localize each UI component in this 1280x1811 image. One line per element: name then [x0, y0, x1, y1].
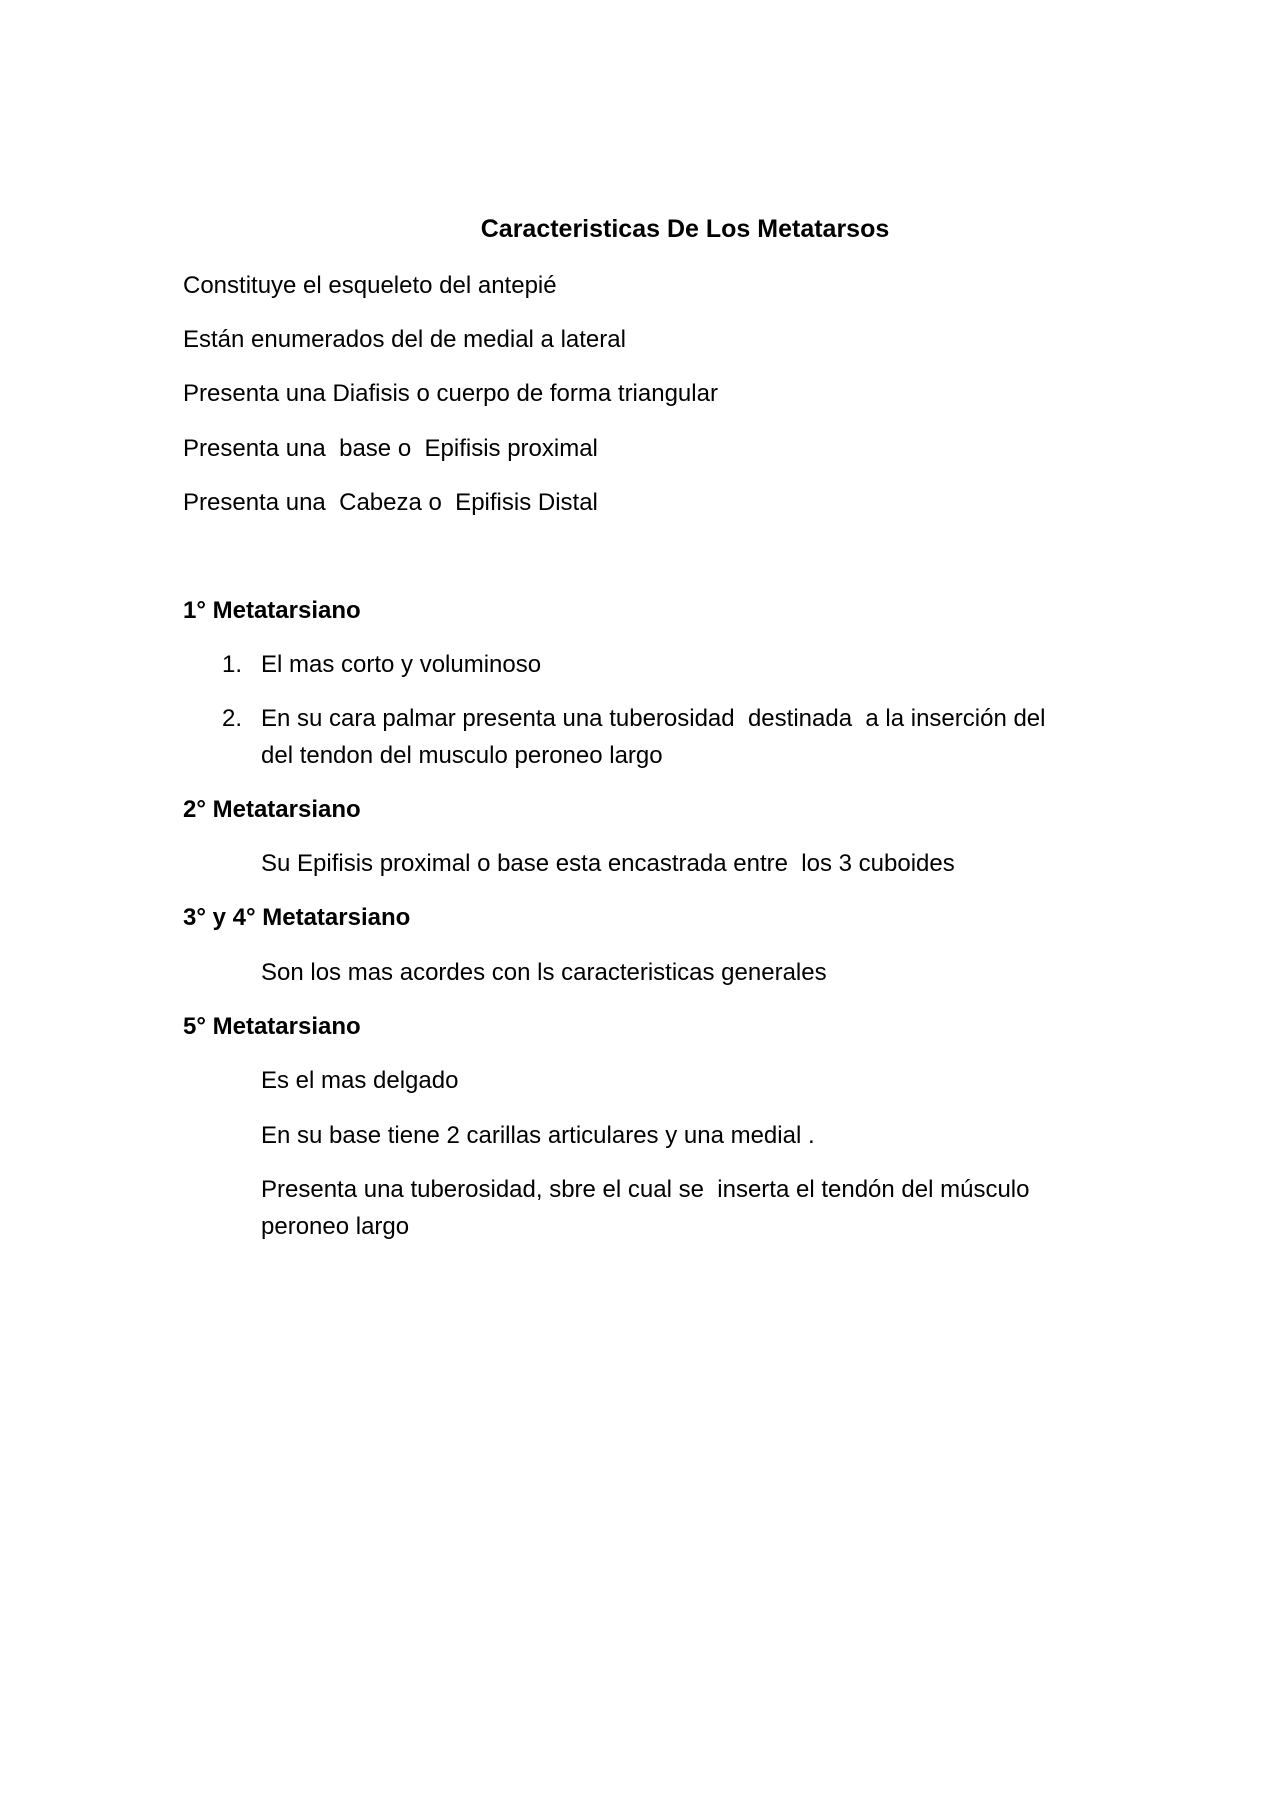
intro-line: Presenta una base o Epifisis proximal: [183, 435, 598, 462]
section-text: Es el mas delgado: [261, 1067, 459, 1094]
intro-line: Constituye el esqueleto del antepié: [183, 272, 557, 299]
section-text: Presenta una tuberosidad, sbre el cual se inserta el tendón del músculo: [261, 1176, 1030, 1203]
section-text: En su base tiene 2 carillas articulares y una medial .: [261, 1122, 815, 1149]
section-text: Son los mas acordes con ls caracteristicas generales: [261, 959, 827, 986]
section-text: Su Epifisis proximal o base esta encastrada entre los 3 cuboides: [261, 850, 955, 877]
list-item: El mas corto y voluminoso: [261, 651, 542, 678]
list-item-continuation: del tendon del musculo peroneo largo: [261, 742, 663, 769]
section-heading-2: 2° Metatarsiano: [183, 796, 361, 823]
list-number: 2.: [222, 705, 243, 732]
page-title: Caracteristicas De Los Metatarsos: [480, 215, 890, 243]
list-number: 1.: [222, 651, 243, 678]
section-heading-5: 5° Metatarsiano: [183, 1013, 361, 1040]
list-item: En su cara palmar presenta una tuberosidad destinada a la inserción del: [261, 705, 1046, 732]
intro-line: Presenta una Cabeza o Epifisis Distal: [183, 489, 598, 516]
intro-line: Están enumerados del de medial a lateral: [183, 326, 626, 353]
intro-line: Presenta una Diafisis o cuerpo de forma triangular: [183, 380, 718, 407]
section-heading-3-4: 3° y 4° Metatarsiano: [183, 904, 411, 931]
section-heading-1: 1° Metatarsiano: [183, 597, 361, 624]
section-text-continuation: peroneo largo: [261, 1213, 410, 1240]
